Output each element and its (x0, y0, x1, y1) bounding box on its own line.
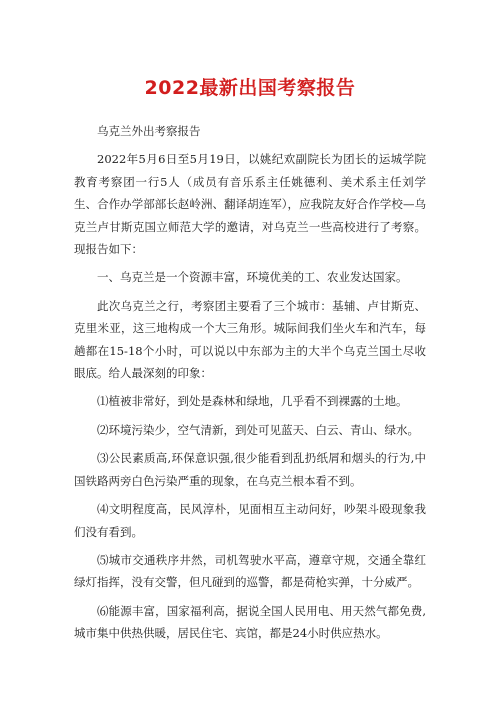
list-item-vegetation: ⑴植被非常好，到处是森林和绿地，几乎看不到裸露的土地。 (97, 394, 408, 409)
list-item-traffic: ⑸城市交通秩序井然，司机驾驶水平高，遵章守规，交通全靠红绿灯指挥，没有交警，但凡碰到的巡警，都是荷枪实弹，十分威严。 (74, 552, 426, 590)
list-item-energy: ⑹能源丰富，国家福利高，据说全国人民用电、用天然气都免费,城市集中供热供暖，居民住宅、宾馆，都是24小时供应热水。 (74, 603, 426, 641)
list-item-civility: ⑷文明程度高，民风淳朴，见面相互主动问好，吵架斗殴现象我们没有看到。 (74, 502, 426, 539)
list-item-citizens: ⑶公民素质高,环保意识强,很少能看到乱扔纸屑和烟头的行为,中国铁路两旁白色污染严重的现象，在乌克兰根本看不到。 (74, 451, 426, 488)
paragraph-intro: 2022年5月6日至5月19日，以姚纪欢副院长为团长的运城学院教育考察团一行5人（成员有音乐系主任姚德利、美术系主任刘学生、合作办学部部长赵岭洲、翻译胡连军），应我院友好合作学校—乌克兰卢甘斯克国立师范大学的邀请，对乌克兰一些高校进行了考察。现报告如下： (74, 152, 426, 257)
document-body (74, 120, 426, 651)
paragraph-heading-one: 一、乌克兰是一个资源丰富，环境优美的工、农业发达国家。 (97, 270, 408, 285)
paragraph-itinerary: 此次乌克兰之行，考察团主要看了三个城市：基辅、卢甘斯克、克里米亚，这三地构成一个大三角形。城际间我们坐火车和汽车，每趟都在15-18个小时，可以说以中东部为主的大半个乌克兰国土尽收眼底。给人最深刻的印象： (74, 298, 426, 381)
document-title: 2022最新出国考察报告 (144, 77, 356, 99)
section-heading: 乌克兰外出考察报告 (97, 124, 201, 138)
list-item-environment: ⑵环境污染少，空气清新，到处可见蓝天、白云、青山、绿水。 (97, 422, 419, 437)
